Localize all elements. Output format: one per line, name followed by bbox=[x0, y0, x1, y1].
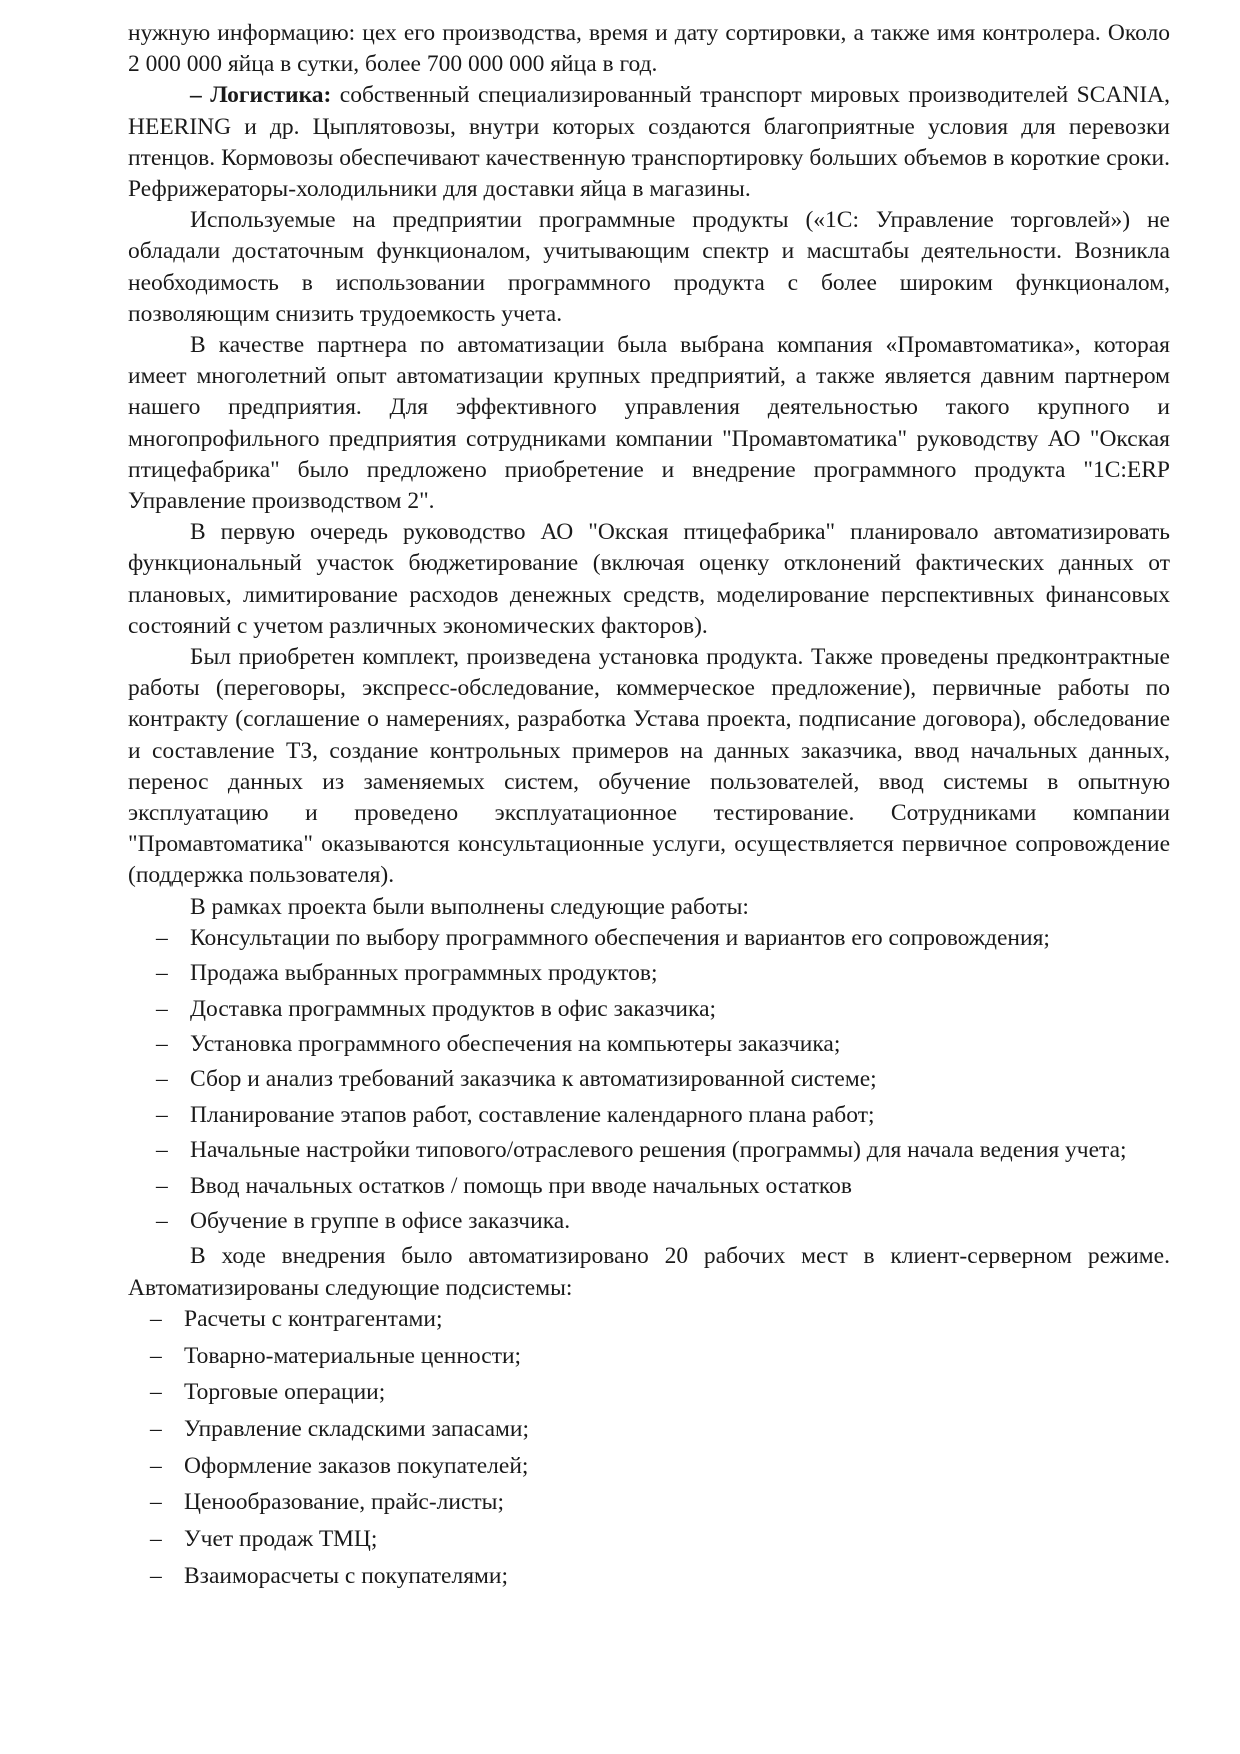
list-item: – Ввод начальных остатков / помощь при вводе начальных остатков bbox=[134, 1171, 1170, 1202]
list-item: – Товарно-материальные ценности; bbox=[128, 1341, 1170, 1372]
paragraph-implementation: Был приобретен комплект, произведена установка продукта. Также проведены предконтрактные работы (переговоры, экспресс-обследование, коммерческое предложение), первичные работы по контракту (соглашение о намерениях, разработка Устава проекта, подписание договора), обследование и составление ТЗ, создание контрольных примеров на данных заказчика, ввод начальных данных, перенос данных из заменяемых систем, обучение пользователей, ввод системы в опытную эксплуатацию и проведено эксплуатационное тестирование. Сотрудниками компании "Промавтоматика" оказываются консультационные услуги, осуществляется первичное сопровождение (поддержка пользователя). bbox=[128, 644, 1170, 889]
list-item: – Расчеты с контрагентами; bbox=[128, 1304, 1170, 1335]
list-item: – Консультации по выбору программного обеспечения и вариантов его сопровождения; bbox=[134, 923, 1170, 954]
list-item: – Торговые операции; bbox=[128, 1377, 1170, 1408]
paragraph-budgeting: В первую очередь руководство АО "Окская птицефабрика" планировало автоматизировать функциональный участок бюджетирование (включая оценку отклонений фактических данных от плановых, лимитирование расходов денежных средств, моделирование перспективных финансовых состояний с учетом различных экономических факторов). bbox=[128, 519, 1170, 639]
works-list bbox=[128, 923, 1170, 1237]
list-item: – Оформление заказов покупателей; bbox=[128, 1451, 1170, 1482]
list-item: – Продажа выбранных программных продуктов; bbox=[134, 958, 1170, 989]
list-item: – Сбор и анализ требований заказчика к автоматизированной системе; bbox=[134, 1064, 1170, 1095]
paragraph-automation: В ходе внедрения было автоматизировано 20 рабочих мест в клиент-серверном режиме. Автоматизированы следующие подсистемы: bbox=[128, 1243, 1170, 1301]
subsystems-list bbox=[128, 1304, 1170, 1592]
list-item: – Управление складскими запасами; bbox=[128, 1414, 1170, 1445]
paragraph-egg-info: нужную информацию: цех его производства, время и дату сортировки, а также имя контролера. Около 2 000 000 яйца в сутки, более 700 000 000 яйца в год. bbox=[128, 20, 1170, 78]
list-item: – Взаиморасчеты с покупателями; bbox=[128, 1561, 1170, 1592]
paragraph-logistics bbox=[128, 80, 1170, 205]
list-item: – Установка программного обеспечения на компьютеры заказчика; bbox=[134, 1029, 1170, 1060]
paragraph-software-limits: Используемые на предприятии программные продукты («1С: Управление торговлей») не обладали достаточным функционалом, учитывающим спектр и масштабы деятельности. Возникла необходимость в использовании программного продукта с более широким функционалом, позволяющим снизить трудоемкость учета. bbox=[128, 207, 1170, 327]
list-item: – Планирование этапов работ, составление календарного плана работ; bbox=[134, 1100, 1170, 1131]
list-item: – Обучение в группе в офисе заказчика. bbox=[134, 1206, 1170, 1237]
list-item: – Доставка программных продуктов в офис заказчика; bbox=[134, 994, 1170, 1025]
paragraph-partner: В качестве партнера по автоматизации была выбрана компания «Промавтоматика», которая имеет многолетний опыт автоматизации крупных предприятий, а также является давним партнером нашего предприятия. Для эффективного управления деятельностью такого крупного и многопрофильного предприятия сотрудниками компании "Промавтоматика" руководству АО "Окская птицефабрика" было предложено приобретение и внедрение программного продукта "1С:ERP Управление производством 2". bbox=[128, 332, 1170, 515]
list-item: – Учет продаж ТМЦ; bbox=[128, 1524, 1170, 1555]
list-item: – Начальные настройки типового/отраслевого решения (программы) для начала ведения учета; bbox=[134, 1135, 1170, 1166]
logistics-lead: – Логистика: bbox=[190, 82, 332, 109]
paragraph-works-intro: В рамках проекта были выполнены следующие работы: bbox=[190, 893, 749, 920]
list-item: – Ценообразование, прайс-листы; bbox=[128, 1487, 1170, 1518]
logistics-text: собственный специализированный транспорт мировых производителей SCANIA, HEERING и др. Цыплятовозы, внутри которых создаются благоприятные условия для перевозки птенцов. Кормовозы обеспечивают качественную транспортировку больших объемов в короткие сроки. Рефрижераторы-холодильники для доставки яйца в магазины. bbox=[128, 82, 1170, 203]
